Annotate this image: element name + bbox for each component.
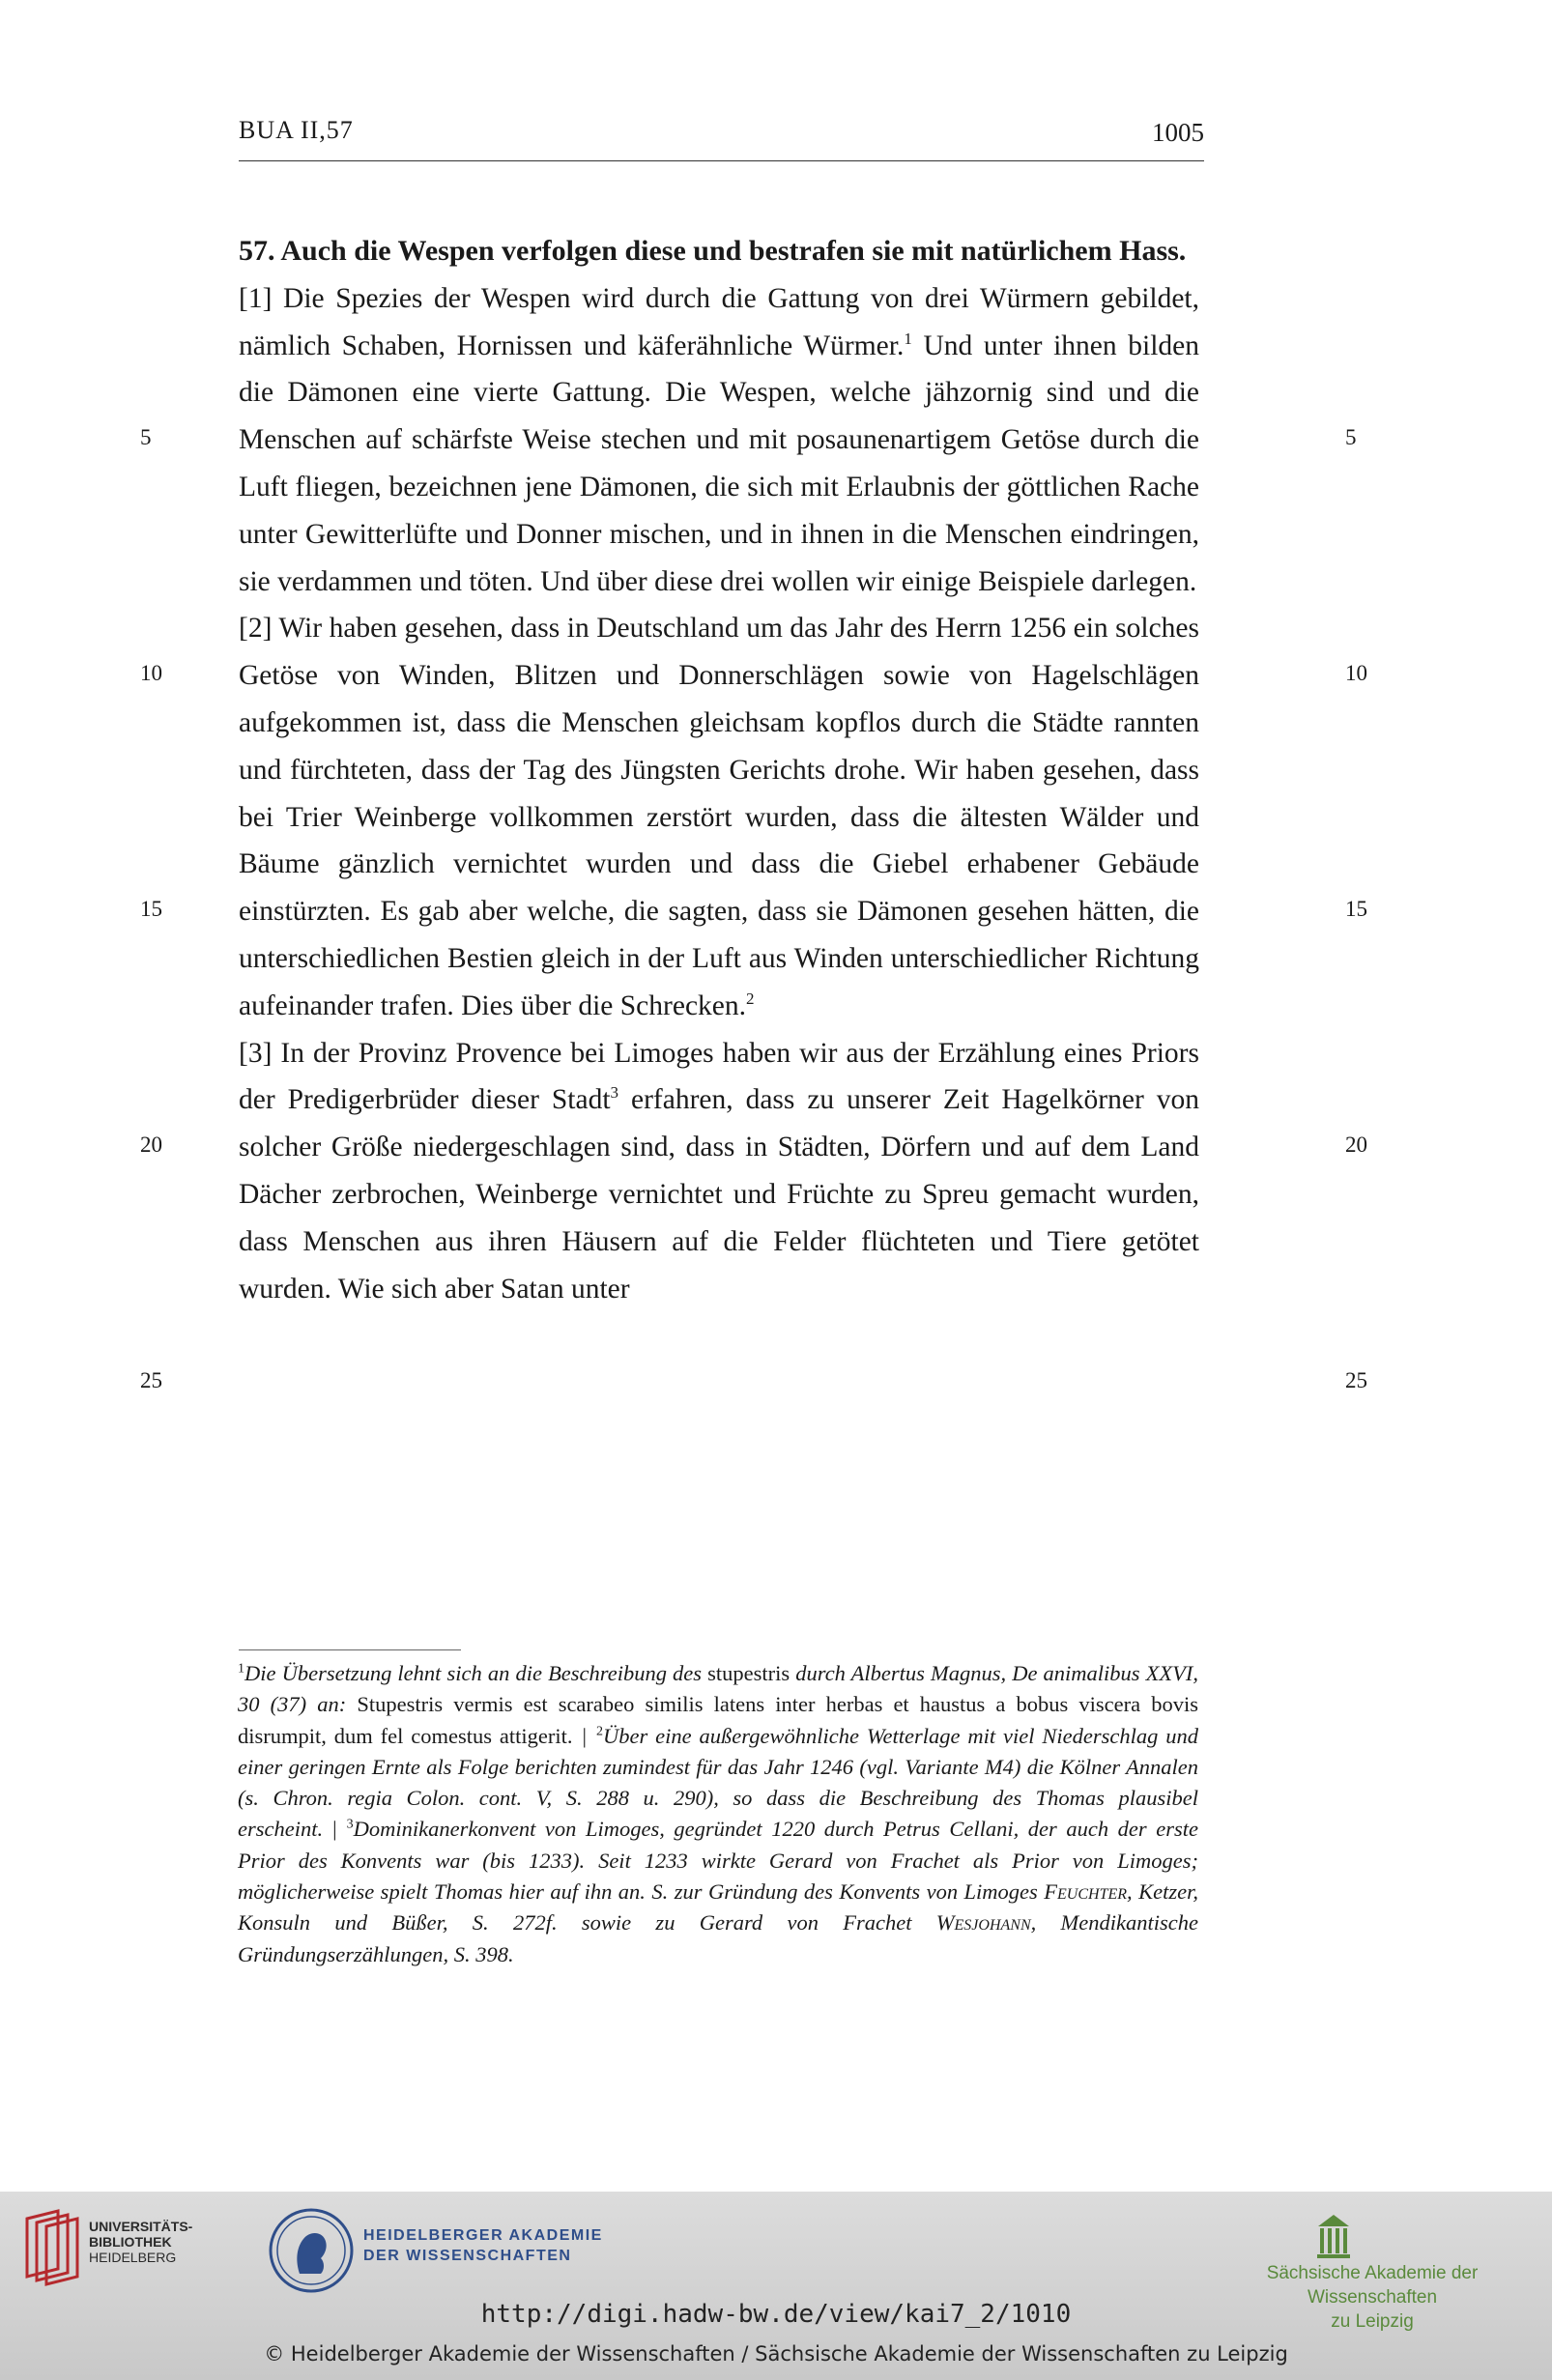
chapter-heading: 57. Auch die Wespen verfolgen diese und bestrafen sie mit natürlichem Hass. [239, 235, 1187, 267]
ub-heidelberg-logo[interactable] [17, 2209, 211, 2286]
footnote-separator: | [332, 1817, 337, 1842]
hadw-logo-text [363, 2225, 603, 2266]
footnote-separator: | [582, 1723, 588, 1748]
line-number-right: 5 [1345, 425, 1357, 449]
paragraph-3-text: [3] In der Provinz Provence bei Limoges haben wir aus der Erzählung eines Priors der Predigerbrüder dieser Stadt [239, 1037, 1199, 1116]
paragraph-1 [239, 275, 1199, 606]
line-number-right: 10 [1345, 661, 1367, 685]
paragraph-2 [239, 605, 1199, 1029]
footnotes [238, 1658, 1198, 1970]
footnote-1-term: stupestris [707, 1661, 790, 1685]
saw-logo-line: zu Leipzig [1331, 2311, 1414, 2332]
footnote-ref-2[interactable]: 2 [746, 989, 755, 1008]
footnote-mark-1: 1 [238, 1661, 244, 1677]
line-number-right: 15 [1345, 897, 1367, 921]
paragraph-1-text: [1] Die Spezies der Wespen wird durch die Gattung von drei Würmern gebildet, nämlich Schaben, Hornissen und käferähnliche Würmer. [239, 282, 1199, 361]
line-number-left: 15 [140, 897, 162, 921]
footnote-3-text-cont: , Ketzer, Konsuln und Büßer, S. 272f. sowie zu Gerard von Frachet [238, 1879, 1198, 1936]
paragraph-3-text-cont: erfahren, dass zu unserer Zeit Hagelkörner von solcher Größe niedergeschlagen sind, dass in Städten, Dörfern und auf dem Land Dächer zerbrochen, Weinberge vernichtet und Früchte zu Spreu gemacht wurden, dass Menschen aus ihren Häusern auf die Felder flüchteten und Tiere getötet wurden. Wie sich aber Satan unter [239, 1084, 1199, 1305]
footnote-1-text: Die Übersetzung lehnt sich an die Beschreibung des [244, 1661, 708, 1685]
ub-logo-line: UNIVERSITÄTS- [89, 2219, 193, 2234]
hadw-seal-icon [267, 2206, 356, 2295]
chapter-body [239, 228, 1199, 1312]
footnote-3-author: Wesjohann [935, 1910, 1031, 1936]
paragraph-3 [239, 1030, 1199, 1313]
ub-logo-icon [17, 2209, 85, 2288]
hadw-logo-line: DER WISSENSCHAFTEN [363, 2248, 572, 2264]
line-number-left: 5 [140, 425, 152, 449]
page-header [239, 114, 1204, 161]
hadw-logo-line: HEIDELBERGER AKADEMIE [363, 2227, 603, 2244]
footnote-mark-3: 3 [346, 1817, 354, 1832]
footnote-ref-3[interactable]: 3 [610, 1083, 619, 1103]
line-number-left: 25 [140, 1368, 162, 1392]
footnote-1-quote: Stupestris vermis est scarabeo similis latens inter herbas et haustus a bobus viscera bovis disrumpit, dum fel comestus attigerit. [238, 1692, 1198, 1748]
saw-building-icon [1314, 2211, 1353, 2259]
digitization-banner [0, 2192, 1552, 2380]
running-head: BUA II,57 [239, 116, 354, 144]
copyright-notice: © Heidelberger Akademie der Wissenschaften / Sächsische Akademie der Wissenschaften zu Leipzig [264, 2342, 1288, 2366]
footnote-mark-2: 2 [596, 1724, 604, 1739]
footnote-ref-1[interactable]: 1 [904, 329, 912, 348]
hadw-logo[interactable] [267, 2206, 624, 2303]
paragraph-1-text-cont: Und unter ihnen bilden die Dämonen eine vierte Gattung. Die Wespen, welche jähzornig sind und die Menschen auf schärfste Weise stechen und mit posaunenartigem Getöse durch die Luft fliegen, bezeichnen jene Dämonen, die sich mit Erlaubnis der göttlichen Rache unter Gewitterlüfte und Donner mischen, und in ihnen in die Menschen eindringen, sie verdammen und töten. Und über diese drei wollen wir einige Beispiele darlegen. [239, 330, 1199, 597]
footnote-3-author: Feuchter [1044, 1879, 1128, 1905]
source-url-link[interactable]: http://digi.hadw-bw.de/view/kai7_2/1010 [480, 2300, 1072, 2329]
line-number-left: 10 [140, 661, 162, 685]
paragraph-2-text: [2] Wir haben gesehen, dass in Deutschland um das Jahr des Herrn 1256 ein solches Getöse von Winden, Blitzen und Donnerschlägen sowie von Hagelschlägen aufgekommen ist, dass die Menschen gleichsam kopflos durch die Städte rannten und fürchteten, dass der Tag des Jüngsten Gerichts drohe. Wir haben gesehen, dass bei Trier Weinberge vollkommen zerstört wurden, dass die ältesten Wälder und Bäume gänzlich vernichtet wurden und dass die Giebel erhabener Gebäude einstürzten. Es gab aber welche, die sagten, dass sie Dämonen gesehen hätten, die unterschiedlichen Bestien gleich in der Luft aus Winden unterschiedlicher Richtung aufeinander trafen. Dies über die Schrecken. [239, 613, 1199, 1021]
ub-logo-text [89, 2219, 192, 2265]
footnote-3-text-end: , Mendikantische Gründungserzählungen, S. 398. [238, 1910, 1198, 1966]
footnote-3-text: Dominikanerkonvent von Limoges, gegründet 1220 durch Petrus Cellani, der auch der erste Prior des Konvents war (bis 1233). Seit 1233 wirkte Gerard von Frachet als Prior von Limoges; möglicherweise spielt Thomas hier auf ihn an. S. zur Gründung des Konvents von Limoges [238, 1817, 1198, 1905]
saw-logo-line: Sächsische Akademie der Wissenschaften [1266, 2263, 1479, 2308]
footnote-divider [239, 1649, 461, 1650]
ub-logo-line: HEIDELBERG [89, 2250, 177, 2265]
footnote-2-text: Über eine außergewöhnliche Wetterlage mit viel Niederschlag und einer geringen Ernte als Folge berichten zumindest für das Jahr 1246 (vgl. Variante M4) die Kölner Annalen (s. Chron. regia Colon. cont. V, S. 288 u. 290), so dass die Beschreibung des Thomas plausibel erscheint. [238, 1723, 1198, 1842]
line-number-right: 20 [1345, 1133, 1367, 1157]
ub-logo-line: BIBLIOTHEK [89, 2234, 172, 2250]
line-number-left: 20 [140, 1133, 162, 1157]
footnote-1-source: durch Albertus Magnus, De animalibus XXVI, 30 (37) an: [238, 1661, 1199, 1717]
page-number: 1005 [1152, 118, 1204, 147]
line-number-right: 25 [1345, 1368, 1367, 1392]
